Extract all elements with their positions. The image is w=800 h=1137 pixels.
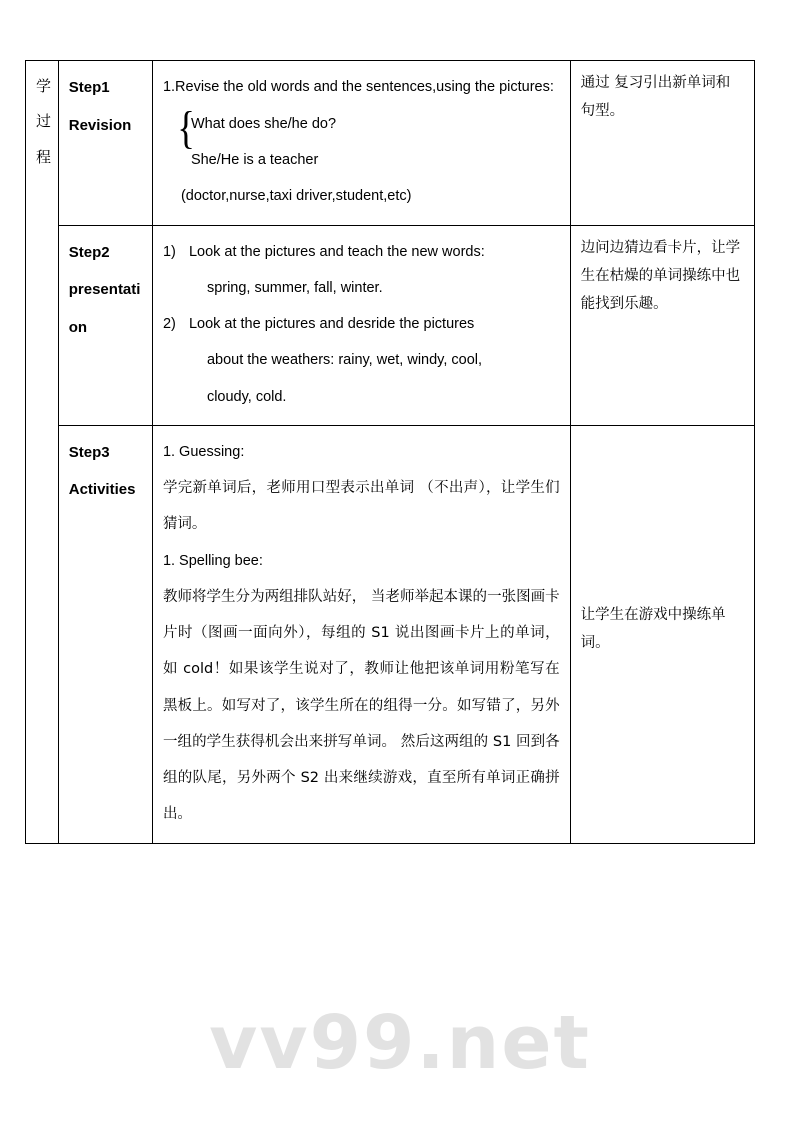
revision-intro: 1.Revise the old words and the sentences,using the pictures: — [162, 79, 554, 95]
step-title-line: Activities — [68, 481, 136, 499]
vertical-label-char-0: 学 — [36, 77, 52, 95]
vertical-label — [36, 69, 52, 175]
step-title-line: presentati — [68, 281, 141, 299]
item-line: about the weathers: rainy, wet, windy, cool, — [206, 352, 483, 369]
activity-heading-guessing: 1. Guessing: — [162, 443, 245, 460]
row-label-cell — [26, 61, 59, 844]
presentation-item-1 — [163, 234, 560, 307]
activity-text-spelling: 教师将学生分为两组排队站好， 当老师举起本课的一张图画卡片时（图画一面向外），每组的 S1 说出图画卡片上的单词，如 cold！如果该学生说对了，教师让他把该单词用粉笔写在黑板上。如写对了，该学生所在的组得一分。如写错了，另外一组的学生获得机会出来拼写单词。 然后这两组的 S1 回到各组的队尾，另外两个 S2 出来继续游戏，直至所有单词正确拼出。 — [162, 588, 560, 823]
note-cell-3: 让学生在游戏中操练单词。 — [570, 425, 754, 843]
revision-examples: (doctor,nurse,taxi driver,student,etc) — [180, 188, 412, 205]
step-title-line: Step1 — [68, 79, 110, 96]
item-line: spring, summer, fall, winter. — [206, 279, 383, 296]
step-title-line: Revision — [68, 116, 132, 134]
step-content-2 — [152, 225, 570, 425]
activity-heading-spelling: 1. Spelling bee: — [162, 552, 263, 569]
sentence-brace-group — [163, 102, 560, 178]
vertical-label-char-1: 过 — [36, 112, 52, 131]
note-cell-1: 通过 复习引出新单词和句型。 — [570, 61, 754, 226]
table-row — [26, 425, 755, 843]
step-title-1 — [69, 69, 142, 144]
step-content-1 — [152, 61, 570, 226]
step-title-2 — [69, 234, 142, 347]
step-cell-3 — [58, 425, 152, 843]
vertical-label-char-2: 程 — [36, 147, 52, 166]
table-row — [26, 61, 755, 226]
step-title-line: Step3 — [68, 443, 110, 461]
item-line: cloudy, cold. — [206, 388, 287, 405]
step-title-3 — [69, 434, 142, 509]
item-line: Look at the pictures and desride the pictures — [188, 316, 475, 333]
item-number: 2) — [162, 316, 176, 333]
step-cell-1 — [58, 61, 152, 226]
step-title-line: on — [68, 318, 88, 336]
brace-icon: { — [177, 102, 195, 154]
note-cell-2: 边问边猜边看卡片，让学生在枯燥的单词操练中也能找到乐趣。 — [570, 225, 754, 425]
presentation-item-2 — [163, 306, 560, 415]
item-number: 1) — [162, 243, 176, 260]
step-content-3 — [152, 425, 570, 843]
step-title-line: Step2 — [68, 243, 110, 261]
step-cell-2 — [58, 225, 152, 425]
activity-text-guessing: 学完新单词后，老师用口型表示出单词 （不出声），让学生们猜词。 — [162, 480, 560, 533]
lesson-plan-table — [25, 60, 755, 844]
brace-line-1: What does she/he do? — [190, 116, 337, 133]
table-row — [26, 225, 755, 425]
watermark: vv99.net — [209, 1000, 591, 1086]
item-line: Look at the pictures and teach the new words: — [188, 243, 485, 260]
brace-line-2: She/He is a teacher — [190, 151, 319, 168]
